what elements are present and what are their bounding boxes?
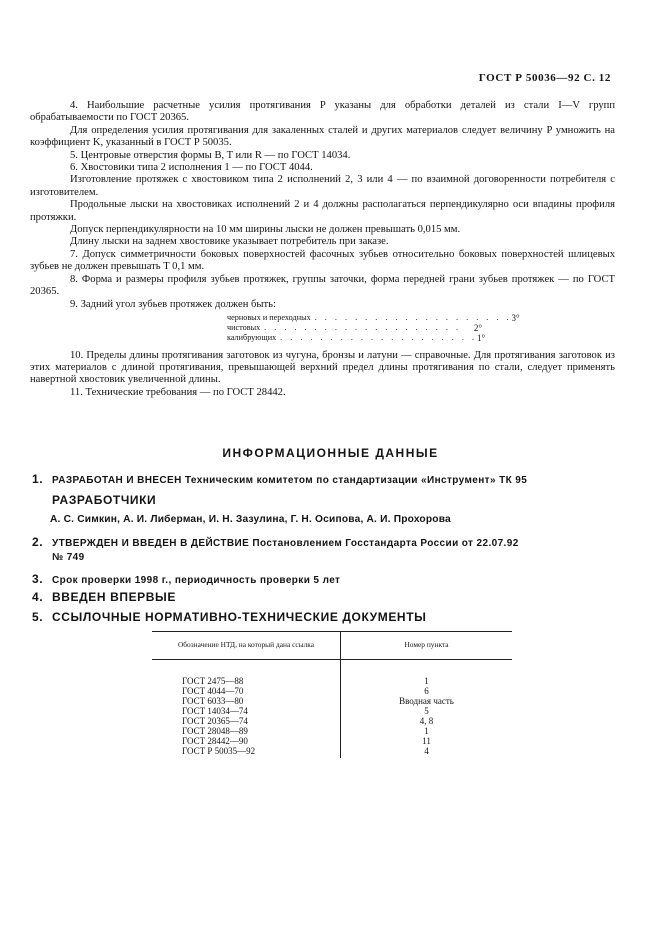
table-row <box>152 706 512 716</box>
page-header: ГОСТ Р 50036—92 С. 12 <box>478 72 611 84</box>
ref-item: 5 <box>424 706 429 716</box>
clearance-angle-list <box>227 313 615 344</box>
table-row <box>152 660 512 687</box>
table-row <box>152 716 512 726</box>
info-section-title: ИНФОРМАЦИОННЫЕ ДАННЫЕ <box>222 446 439 460</box>
info-item-5 <box>32 610 622 624</box>
item-text-continued: № 749 <box>52 552 85 563</box>
item-text: РАЗРАБОТАН И ВНЕСЕН Техническим комитетом по стандартизации «Инструмент» ТК 95 <box>52 475 528 486</box>
developers-title: РАЗРАБОТЧИКИ <box>52 493 157 507</box>
ref-document: ГОСТ 28048—89 <box>152 726 341 736</box>
paragraph-5: 5. Центровые отверстия формы B, T или R — по ГОСТ 14034. <box>70 149 351 161</box>
ref-item: 4, 8 <box>419 716 434 726</box>
angle-label: калибрующих <box>227 333 277 343</box>
ref-item: 1 <box>424 676 429 686</box>
paragraph-6b: Изготовление протяжек с хвостовиком типа 2 исполнений 2, 3 или 4 — по взаимной договоренности потребителя с изготовителем. <box>30 174 615 198</box>
paragraph-6d: Допуск перпендикулярности на 10 мм ширины лыски не должен превышать 0,015 мм. <box>70 224 461 236</box>
leader-dots: . . . . . . . . . . . . . . . . . . . . <box>280 333 477 343</box>
paragraph-6c: Продольные лыски на хвостовиках исполнений 2 и 4 должны располагаться перпендикулярно оси впадины профиля протяжки. <box>30 199 615 223</box>
angle-label: черновых и переходных <box>227 312 311 322</box>
ref-document: ГОСТ 28442—90 <box>152 736 341 746</box>
info-item-3 <box>32 572 622 586</box>
paragraph-8: 8. Форма и размеры профиля зубьев протяжек, группы заточки, форма передней грани зубьев протяжек — по ГОСТ 20365. <box>30 273 615 298</box>
paragraph-9: 9. Задний угол зубьев протяжек должен быть: <box>70 298 276 310</box>
paragraph-4: 4. Наибольшие расчетные усилия протягивания P указаны для обработки деталей из стали I—V групп обрабатываемости по ГОСТ 20365. <box>30 100 615 124</box>
ref-item: 6 <box>424 686 429 696</box>
ref-item: 4 <box>424 746 429 756</box>
leader-dots: . . . . . . . . . . . . . . . . . . . . <box>264 323 461 333</box>
item-text: ССЫЛОЧНЫЕ НОРМАТИВНО-ТЕХНИЧЕСКИЕ ДОКУМЕНТЫ <box>52 610 427 624</box>
table-header-row <box>152 632 512 660</box>
item-number: 4. <box>32 590 44 604</box>
item-text: УТВЕРЖДЕН И ВВЕДЕН В ДЕЙСТВИЕ Постановлением Госстандарта России от 22.07.92 <box>52 538 519 549</box>
ref-document: ГОСТ 20365—74 <box>152 716 341 726</box>
column-header-document: Обозначение НТД, на который дана ссылка <box>152 632 341 660</box>
angle-value: 2° <box>473 323 482 334</box>
table-row <box>152 726 512 736</box>
ref-item: 1 <box>424 726 429 736</box>
paragraph-7: 7. Допуск симметричности боковых поверхностей фасочных зубьев относительно боковых поверхностей шлицевых зубьев не должен превышать T 0,1 мм. <box>30 248 615 273</box>
item-text: Срок проверки 1998 г., периодичность проверки 5 лет <box>52 575 341 586</box>
info-item-2 <box>32 535 622 565</box>
ref-document: ГОСТ 2475—88 <box>152 660 341 687</box>
ref-document: ГОСТ 6033—80 <box>152 696 341 706</box>
paragraph-6: 6. Хвостовики типа 2 исполнения 1 — по ГОСТ 4044. <box>70 162 313 174</box>
developers-list: А. С. Симкин, А. И. Либерман, И. Н. Зазулина, Г. Н. Осипова, А. И. Прохорова <box>50 514 451 525</box>
ref-document: ГОСТ 4044—70 <box>152 686 341 696</box>
body-text <box>30 100 615 399</box>
table-row <box>152 746 512 758</box>
info-item-4 <box>32 590 622 604</box>
ref-item: Вводная часть <box>399 696 454 706</box>
info-item-1 <box>32 472 622 486</box>
paragraph-11: 11. Технические требования — по ГОСТ 28442. <box>70 386 286 398</box>
angle-value: 1° <box>477 333 486 344</box>
item-number: 5. <box>32 610 44 624</box>
paragraph-6e: Длину лыски на заднем хвостовике указывает потребитель при заказе. <box>70 236 389 248</box>
angle-row <box>227 333 486 344</box>
item-text: ВВЕДЕН ВПЕРВЫЕ <box>52 590 177 604</box>
table-row <box>152 686 512 696</box>
ref-document: ГОСТ 14034—74 <box>152 706 341 716</box>
paragraph-10: 10. Пределы длины протягивания заготовок из чугуна, бронзы и латуни — справочные. Для протягивания заготовок из этих материалов с длиной протягивания, превышающей верхний предел длины протягивания по стали, следует применять навертной хвостовик увеличенной длины. <box>30 349 615 386</box>
item-number: 2. <box>32 535 44 549</box>
references-table <box>152 631 512 758</box>
column-header-item: Номер пункта <box>341 632 513 660</box>
table-row <box>152 736 512 746</box>
table-row <box>152 696 512 706</box>
angle-row <box>227 312 520 323</box>
angle-value: 3° <box>511 312 520 323</box>
item-number: 1. <box>32 472 44 486</box>
leader-dots: . . . . . . . . . . . . . . . . . . . . <box>314 312 512 322</box>
angle-label: чистовых <box>227 323 261 333</box>
ref-document: ГОСТ Р 50035—92 <box>152 746 341 758</box>
paragraph-4b: Для определения усилия протягивания для закаленных сталей и других материалов следует величину P умножить на коэффициент K, указанный в ГОСТ Р 50035. <box>30 124 615 149</box>
angle-row <box>227 323 482 333</box>
item-number: 3. <box>32 572 44 586</box>
ref-item: 11 <box>422 736 431 746</box>
